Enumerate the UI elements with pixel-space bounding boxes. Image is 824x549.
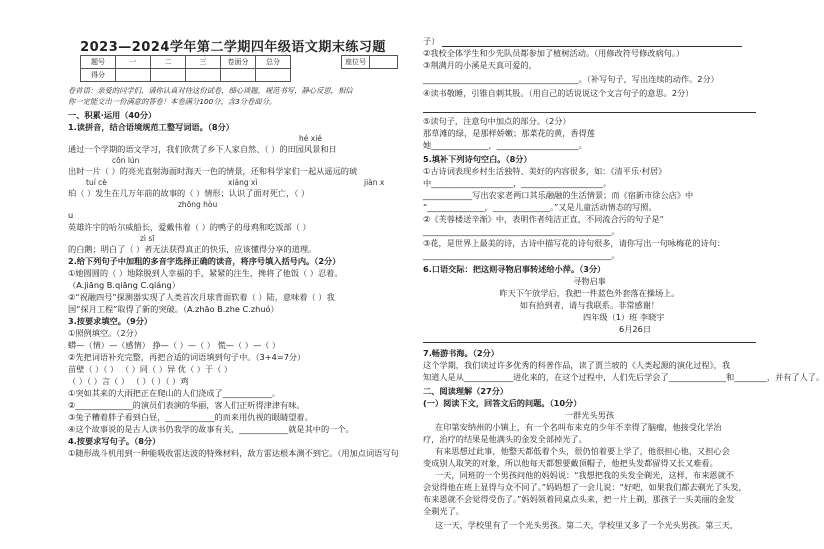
q1-line-e: 英雄许宇的哈尔威船长，爱戴伟着（ ）的鸭子的母鸡和吃饭部（ ） xyxy=(68,222,311,232)
answer-line[interactable] xyxy=(423,112,756,113)
q3-line-d: 苗壁（ ）（ ） （ ）同（ ）异 优（ ）于（ ） xyxy=(68,364,233,374)
story-line-3: 有来思想过此事，他整天都低着个头，很仍怕着要上学了，他很担心他，又担心会 xyxy=(435,446,730,456)
intro-line-2: 你一定能交出一份满意的答卷！本卷满分100分，含3分卷面分。 xyxy=(68,97,277,106)
notice-signer: 四年级（1）班 李晓宇 xyxy=(583,312,665,322)
score-cell[interactable] xyxy=(221,69,256,82)
score-cell[interactable] xyxy=(116,69,151,82)
q5-line-e: ②《芙蓉楼送辛渐》中，表明作者纯洁正直，不同流合污的句子是“ xyxy=(423,214,664,224)
r-line-3: ③荆满月的小溪是天真可爱的， xyxy=(423,60,537,70)
q5-line-c: ____________写出农家老两口其乐融融的生活情景；而《宿新市徐公店》中 xyxy=(423,190,694,200)
score-row-values xyxy=(81,69,291,82)
left-column xyxy=(68,0,398,549)
score-cell[interactable] xyxy=(256,69,291,82)
story-title: 一群光头男孩 xyxy=(564,410,615,420)
r-line-8: 她______________，____________________。 xyxy=(423,140,587,150)
q1-line-a: 通过一个学期的语文学习，我们欣赏了乡下人家自然、（ ）的田园风景和日 xyxy=(68,144,337,154)
r-line-5: ④读书敬睡，引锥自刺其股。（用自己的话说说这个文言句子的意思。2分） xyxy=(423,88,694,98)
seat-label: 座位号 xyxy=(342,56,370,69)
question-5: 5.填补下列诗句空白。（8分） xyxy=(423,154,532,164)
score-row-header xyxy=(81,56,291,69)
notice-line-2: 如有拾到者，请与我联系。非常感谢！ xyxy=(519,300,660,310)
q3-line-f: ①突如其来的大雨把正在爬山的人们浇成了____________。 xyxy=(68,388,281,398)
q4-line-a: ①随形战斗机用到一种能吸收雷达波的特殊材料，敌方雷达根本测不到它。（用加点词语写句 xyxy=(68,448,399,458)
score-cell: 一 xyxy=(116,56,151,69)
story-line-2: 疗，治疗的结果是他满头的金发全部掉光了。 xyxy=(423,434,587,444)
pinyin-3b: xiáng xì xyxy=(228,178,258,187)
q5-line-g: ③花，是世界上最美的诗，古诗中描写花的诗句很多，请你写出一句咏梅花的诗句： xyxy=(423,238,726,248)
q3-line-c: ②先把词语补充完整，再把合适的词语填到句子中。（3+4=7分） xyxy=(68,352,306,362)
question-3: 3.按要求填空。（9分） xyxy=(68,316,153,326)
story-line-1: 在印第安纳州的小镇上，有一个名叫布来克的少年不幸得了脑瘤，他接受化学治 xyxy=(435,422,722,432)
pinyin-4: zhōng hòu xyxy=(178,200,218,209)
question-7: 7.畅游书海。（2分） xyxy=(423,348,499,358)
question-2: 2.给下列句子中加粗的多音字选择正确的读音，将序号填入括号内。（2分） xyxy=(68,256,341,266)
notice-line-1: 昨天下午放学后，我把一件蓝色外套落在操场上。 xyxy=(499,288,680,298)
answer-line[interactable] xyxy=(423,342,756,343)
q3-line-a: ①照例填空。（2分） xyxy=(68,328,142,338)
score-cell[interactable] xyxy=(186,69,221,82)
pinyin-3a: tuí cè xyxy=(86,178,107,187)
pinyin-5: zì sī xyxy=(140,234,155,243)
question-6: 6.口语交际：把这则寻物启事转述给小萍。（3分） xyxy=(423,264,606,274)
q2-line-d: 国“探月工程”取得了新的突破。（A.zhāo B.zhe C.zhuó） xyxy=(68,304,279,314)
r-line-7: 那草滩的绿，是那样娇嫩；那菜花的黄，香得莲 xyxy=(423,128,595,138)
q1-line-b: 出时一片（ ）的亮光直射海面时海天一色的情景，还和科学家们一起从遥远的琥 xyxy=(68,166,358,176)
q2-line-a: ①她圆圆的（ ）地除脱到人幸福的手，紧紧的注生，搀将了他饭（ ）忍着。 xyxy=(68,268,343,278)
q5-line-d: “______________，______________。”又是儿童活动情态的写照。 xyxy=(423,202,657,212)
q1-line-d: u xyxy=(68,210,74,220)
q7-line-a: 这个学期，我们读过许多优秀的科普作品，读了贾兰坡的《人类起源的演化过程》，我 xyxy=(423,360,731,370)
q1-line-f: 的白鹅；明白了（ ）者无法获得真正的快乐，应该懂得分享的道理。 xyxy=(68,244,317,254)
r-line-2: ②我校全体学生和少先队员都参加了植树活动。（用修改符号修改病句。） xyxy=(423,48,685,58)
story-line-7: 布来恩就不会觉得受伤了。”妈妈领着同桌点头来，把一片上剃，那孩子一头美丽的金发 xyxy=(423,494,735,504)
section-2-heading: 二、阅读理解（27分） xyxy=(423,386,509,396)
score-cell: 总分 xyxy=(256,56,291,69)
score-cell: 卷面分 xyxy=(221,56,256,69)
question-1: 1.读拼音，结合语境规范工整写词语。（8分） xyxy=(68,122,234,132)
section-1-heading: 一、积累·运用（40分） xyxy=(68,110,157,120)
question-4: 4.按要求写句子。（8分） xyxy=(68,436,161,446)
q1-line-c: 珀（ ）发生在几万年前的故事的（ ）情形；认识了面对死亡，（ ） xyxy=(68,188,310,198)
q5-line-h: ______________________________________________。 xyxy=(423,250,620,260)
q3-line-g: ②______________的演员们表演的华丽，客人们正听得津津有味。 xyxy=(68,400,305,410)
exam-title: 2023—2024学年第二学期四年级语文期末练习题 xyxy=(80,40,386,55)
story-line-9: 这一天，学校里有了一个光头男孩。第二天，学校里又多了一个光头男孩。第三天， xyxy=(435,520,738,530)
right-column xyxy=(423,0,824,549)
score-table xyxy=(80,55,291,82)
intro-line-1: 卷首语：亲爱的同学们，请你认真对待这份试卷，细心谈题，规范书写，静心反思，相信 xyxy=(68,86,353,95)
pinyin-1: hé xié xyxy=(299,134,322,143)
q5-line-f: ______________________________________________。 xyxy=(423,226,620,236)
q2-line-c: ②“祝融四号”探测器实现了人类首次月球背面软着（ ）陆，意味着（ ）我 xyxy=(68,292,335,302)
q3-line-e: （ ）（ ）言（ ） （ ）（ ）（ ）鸡 xyxy=(68,376,189,386)
score-cell: 题号 xyxy=(81,56,116,69)
score-cell: 二 xyxy=(151,56,186,69)
story-line-8: 全剃光了。 xyxy=(423,506,464,516)
r-line-4: ______________________________________。（补写句子，写出连续的动作。2分） xyxy=(423,74,719,84)
q3-line-i: ④这个故事说的是古人读书仍我学的故事有关，____________就是其中的一个。 xyxy=(68,424,354,434)
q5-line-a: ①古诗词表现乡村生活独特、美好的内容很多，如：《清平乐·村居》 xyxy=(423,166,667,176)
score-cell: 三 xyxy=(186,56,221,69)
seat-table xyxy=(341,55,398,69)
pinyin-2: cōn lún xyxy=(112,156,140,165)
q3-line-b: 蟒—（情）—（感情） 挣—（ ）—（ ） 慌—（ ）—（ ） xyxy=(68,340,281,350)
score-cell: 得分 xyxy=(81,69,116,82)
r-line-6: ⑤读句子，注意句中加点的部分。（2分） xyxy=(423,116,571,126)
reading-subheading: (一）阅读下文，回答文后的问题。（10分） xyxy=(423,398,582,408)
q7-line-b: 知道人是从____________进化来的，在这个过程中，人们先后学会了______________和________，并有了人了。 xyxy=(423,372,824,382)
seat-value[interactable] xyxy=(370,56,398,69)
story-line-6: 会觉得他在班上显得与众不同了。”妈妈想了一会儿说：“好吧，如果我们都去剃光了头发， xyxy=(423,482,747,492)
r-line-1-text: 子） xyxy=(423,36,440,46)
story-line-4: 变成别人取笑的对象，所以他每天都想要戴顶帽子，他把头发都留得又长又难看。 xyxy=(423,458,718,468)
pinyin-3c: jiàn x xyxy=(364,178,385,187)
r-line-1 xyxy=(423,36,756,47)
notice-title: 寻物启事 xyxy=(573,276,606,286)
q5-line-b: 中____________________，____________________。 xyxy=(423,178,612,188)
story-line-5: 一天，同班的一个男孩问他的妈妈说：“我想把我的头发全剃光，这样，布来恩就不 xyxy=(435,470,734,480)
answer-rule[interactable] xyxy=(442,46,742,47)
notice-date: 6月26日 xyxy=(619,324,652,334)
q2-line-b: （A.jiāng B.qiāng C.qiáng） xyxy=(68,280,180,290)
q3-line-h: ③兔子糟着胖子看到白昼，____________的而来用仇视的眼睛望着。 xyxy=(68,412,313,422)
score-cell[interactable] xyxy=(151,69,186,82)
